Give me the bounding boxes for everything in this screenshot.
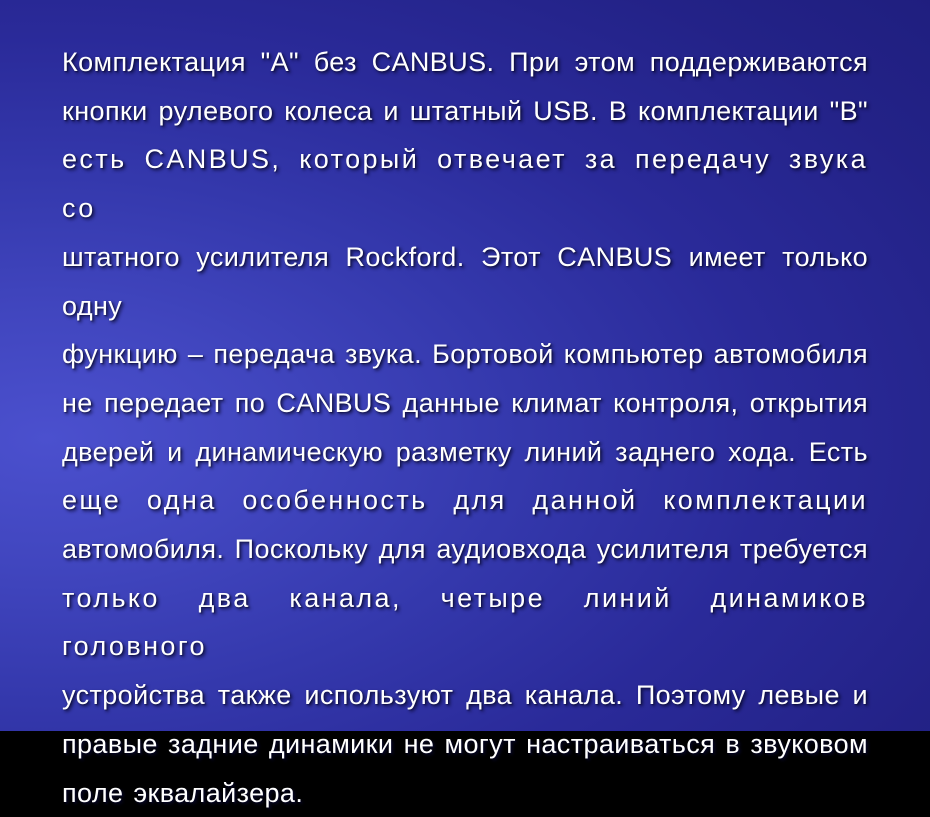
text-line-4: штатного усилителя Rockford. Этот CANBUS имеет только одну bbox=[62, 241, 868, 321]
text-line-6: не передает по CANBUS данные климат контроля, открытия bbox=[62, 387, 868, 418]
text-line-9: автомобиля. Поскольку для аудиовхода усилителя требуется bbox=[62, 534, 868, 565]
text-line-3: есть CANBUS, который отвечает за передачу звука со bbox=[62, 144, 868, 224]
text-line-12: правые задние динамики не могут настраиваться в звуковом bbox=[62, 728, 868, 759]
text-line-13: поле эквалайзера. bbox=[62, 777, 304, 808]
text-line-5: функцию – передача звука. Бортовой компьютер автомобиля bbox=[62, 339, 868, 370]
text-line-1: Комплектация "А" без CANBUS. При этом поддерживаются bbox=[62, 47, 868, 77]
text-line-8: еще одна особенность для данной комплектации bbox=[62, 485, 868, 516]
text-line-7: дверей и динамическую разметку линий заднего хода. Есть bbox=[62, 436, 868, 467]
text-line-2: кнопки рулевого колеса и штатный USB. В комплектации "В" bbox=[62, 95, 868, 126]
text-line-10: только два канала, четыре линий динамиков головного bbox=[62, 582, 868, 662]
text-line-11: устройства также используют два канала. Поэтому левые и bbox=[62, 680, 868, 711]
